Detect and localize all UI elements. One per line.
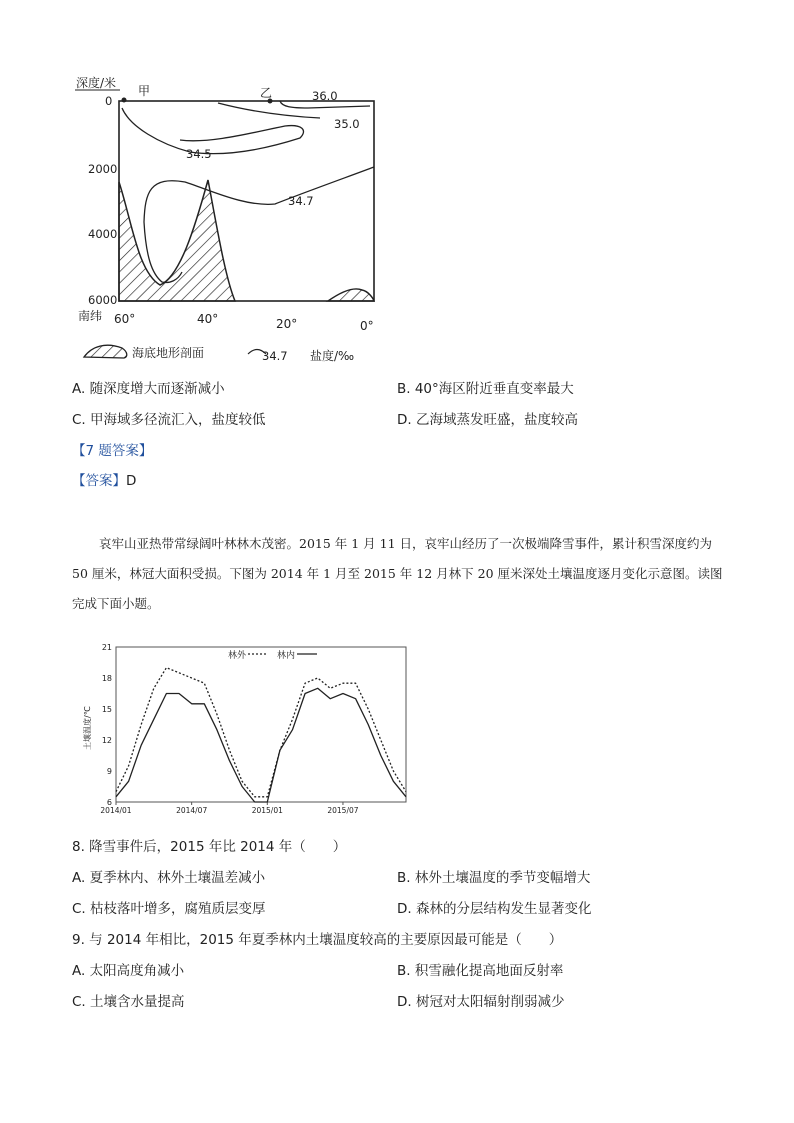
legend-outside-label: 林外 — [228, 651, 247, 661]
x-tick-label: 2014/01 — [100, 806, 132, 815]
seafloor-terrain-left — [119, 180, 235, 301]
q9-option-b: B. 积雪融化提高地面反射率 — [397, 963, 564, 979]
lat-tick-60: 60° — [114, 312, 136, 326]
q8-option-d: D. 森林的分层结构发生显著变化 — [397, 901, 592, 917]
lat-tick-40: 40° — [197, 312, 219, 326]
answer-tag: 【答案】 — [72, 473, 126, 489]
q7-option-c: C. 甲海域多径流汇入，盐度较低 — [72, 412, 266, 428]
q8-option-b: B. 林外土壤温度的季节变幅增大 — [397, 870, 591, 886]
soil-temperature-chart — [72, 632, 412, 827]
x-tick-label: 2014/07 — [176, 806, 208, 815]
chart-y-label: 土壤温度/℃ — [83, 706, 92, 750]
legend-sample-value: 34.7 — [262, 349, 288, 363]
q8-option-a: A. 夏季林内、林外土壤温差减小 — [72, 870, 266, 886]
seafloor-terrain-right — [328, 289, 374, 301]
isoline-34-5 — [122, 108, 304, 154]
q8-option-c: C. 枯枝落叶增多，腐殖质层变厚 — [72, 901, 266, 917]
q7-option-d: D. 乙海域蒸发旺盛，盐度较高 — [397, 412, 578, 428]
q9-option-a: A. 太阳高度角减小 — [72, 963, 185, 979]
y-tick-label: 18 — [101, 674, 112, 683]
isoline-label-34-7: 34.7 — [288, 194, 314, 208]
x-tick-label: 2015/07 — [327, 806, 359, 815]
passage-text: 哀牢山亚热带常绿阔叶林林木茂密。2015 年 1 月 11 日，哀牢山经历了一次极端降雪事件，累计积雪深度约为 50 厘米，林冠大面积受损。下图为 2014 年 1 月至 2015 年 12 月林下 20 厘米深处土壤温度逐月变化示意图。读图完成下面小题。 — [72, 536, 723, 611]
isoline-35-0 — [218, 103, 320, 118]
y-axis-title: 深度/米 — [76, 76, 117, 90]
salinity-section-figure — [70, 72, 400, 372]
q7-answer-header: 【7 题答案】 — [72, 443, 153, 459]
legend-terrain-swatch — [84, 345, 127, 358]
q9-option-d: D. 树冠对太阳辐射削弱减少 — [397, 994, 565, 1010]
q7-option-b: B. 40°海区附近垂直变率最大 — [397, 381, 574, 397]
depth-tick-0: 0 — [105, 94, 113, 108]
isoline-label-36-0: 36.0 — [312, 89, 338, 103]
q9-stem: 9. 与 2014 年相比，2015 年夏季林内土壤温度较高的主要原因最可能是（ ） — [72, 932, 563, 948]
q8-stem: 8. 降雪事件后，2015 年比 2014 年（ ） — [72, 839, 347, 855]
x-tick-label: 2015/01 — [251, 806, 283, 815]
legend-salinity-label: 盐度/‰ — [310, 349, 355, 363]
legend-inside-label: 林内 — [277, 651, 296, 661]
series-line-outside — [116, 668, 406, 797]
q7-option-a: A. 随深度增大而逐渐减小 — [72, 381, 225, 397]
chart-frame — [116, 647, 406, 802]
site-jia-dot — [122, 98, 127, 103]
isoline-label-35-0: 35.0 — [334, 117, 360, 131]
isoline-label-34-5: 34.5 — [186, 147, 212, 161]
series-line-inside — [116, 688, 406, 802]
y-tick-label: 9 — [106, 767, 112, 776]
y-tick-label: 15 — [101, 705, 112, 714]
legend-terrain-label: 海底地形剖面 — [132, 346, 205, 360]
answer-value: D — [126, 473, 137, 489]
site-jia-label: 甲 — [138, 84, 151, 98]
lat-tick-20: 20° — [276, 317, 298, 331]
y-tick-label: 21 — [101, 643, 112, 652]
plot-frame — [119, 101, 374, 301]
depth-tick-4000: 4000 — [88, 227, 118, 241]
q7-answer-line — [72, 472, 136, 490]
q9-option-c: C. 土壤含水量提高 — [72, 994, 185, 1010]
depth-tick-6000: 6000 — [88, 293, 118, 307]
y-tick-label: 6 — [106, 798, 112, 807]
lat-prefix: 南纬 — [78, 309, 103, 323]
lat-tick-0: 0° — [360, 319, 374, 333]
site-yi-label: 乙 — [260, 86, 273, 100]
depth-tick-2000: 2000 — [88, 162, 118, 176]
y-tick-label: 12 — [101, 736, 112, 745]
